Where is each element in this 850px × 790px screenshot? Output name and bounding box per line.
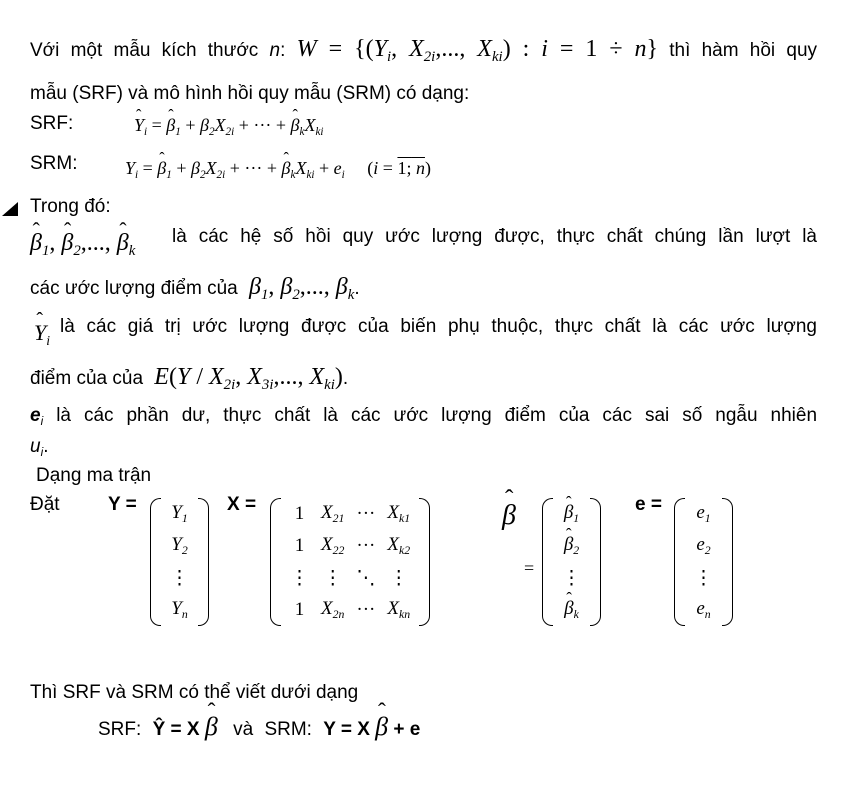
conclusion-line: Thì SRF và SRM có thể viết dưới dạng [30, 682, 359, 703]
e-desc-line-1: $e_i$ là các phần dư, thực chất là các ước lượng điểm của các sai số ngẫu nhiên [30, 405, 818, 429]
srf-formula: ˆ $Y_i$ = ˆ $\beta_1 + \beta_2X_{2i}$ + ··· + ˆ $\beta_kX_{ki}$ [134, 115, 324, 138]
where-label: Trong đó: [30, 196, 111, 217]
e-label: e = [635, 494, 662, 515]
e-desc-line-2: $u_i$. [30, 436, 49, 460]
y-hat-symbol: ˆ $Y_i$ [34, 320, 50, 349]
expectation-expr: $E(Y / X_{2i}$, $X_{3i}$,..., $X_{ki}$) [154, 364, 343, 394]
srf-label: SRF: [30, 113, 74, 134]
beta-matrix: ˆ $\beta_1$ ˆ $\beta_2$ ⋮ ˆ $\beta_k$ [542, 498, 601, 626]
e-term: e [409, 719, 421, 740]
intro-colon: : [280, 40, 286, 61]
plus-sign: + [393, 719, 405, 740]
matrix-heading: Dạng ma trận [36, 465, 152, 486]
beta-list: $\beta_1$, $\beta_2$,..., $\beta_k$ [249, 274, 355, 304]
equals-sign: = [524, 558, 535, 578]
beta-desc-end: . [354, 278, 360, 299]
yhat-desc-text-2: điểm của của [30, 368, 144, 389]
srm-matrix-label: SRM: [264, 719, 312, 740]
srf-beta-hat: ˆ β [205, 712, 218, 742]
and-word: và [233, 719, 254, 740]
intro-n: n [269, 40, 281, 61]
intro-text-1: Với một mẫu kích thước [30, 40, 270, 61]
e-desc-text-1: là các phần dư, thực chất là các ước lượng điểm của các sai số ngẫu nhiên [56, 405, 818, 426]
beta-desc-text-2: các ước lượng điểm của [30, 278, 238, 299]
beta-hat-list: ˆ $\beta_1$, ˆ $\beta_2$,..., ˆ $\beta_k$ [30, 230, 135, 260]
srm-formula: $Y_i$ = ˆ $\beta_1 + \beta_2X_{2i}$ + ··· + ˆ $\beta_kX_{ki} + e_i$ (i = 1; n) [125, 158, 431, 181]
intro-line-2: mẫu (SRF) và mô hình hồi quy mẫu (SRM) có dạng: [30, 83, 470, 104]
sample-set-formula: $W = \{(Y_i$, $X_{2i}$,..., $X_{ki}$) : i = 1 ÷ n} [296, 36, 658, 66]
x-label: X = [227, 494, 257, 515]
srm-beta-hat: ˆ β [375, 712, 388, 742]
srm-matrix-expr: Y = X [323, 719, 370, 740]
e-desc-end: . [43, 436, 49, 457]
bullet-marker-icon [2, 202, 18, 216]
y-label: Y = [108, 494, 137, 515]
e-matrix: $e_1$ $e_2$ ⋮ $e_n$ [674, 498, 733, 626]
srf-matrix-expr: Ŷ = X [152, 719, 200, 740]
beta-hat-symbol: ˆ β [502, 500, 516, 532]
x-matrix: 1 $X_{21}$ ··· $X_{k1}$ 1 $X_{22}$ ··· $X_{k2}$ ⋮ ⋮ ⋱ ⋮ 1 $X_{2n}$ ··· $X_{kn}$ [270, 498, 430, 626]
y-matrix: $Y_1$ $Y_2$ ⋮ $Y_n$ [150, 498, 209, 626]
set-label: Đặt [30, 494, 60, 515]
intro-text-2: thì hàm hồi quy [669, 40, 818, 61]
yhat-desc-end: . [342, 368, 349, 389]
matrix-form-line [98, 712, 420, 742]
beta-desc-text-1: là các hệ số hồi quy ước lượng được, thực chất chúng lần lượt là [172, 226, 817, 247]
beta-desc-line-2 [30, 274, 360, 304]
srf-matrix-label: SRF: [98, 719, 142, 740]
yhat-desc-text-1: là các giá trị ước lượng được của biến phụ thuộc, thực chất là các ước lượng [60, 316, 817, 337]
yhat-desc-line-2 [30, 364, 348, 394]
intro-paragraph [30, 36, 817, 66]
srm-label: SRM: [30, 153, 78, 174]
